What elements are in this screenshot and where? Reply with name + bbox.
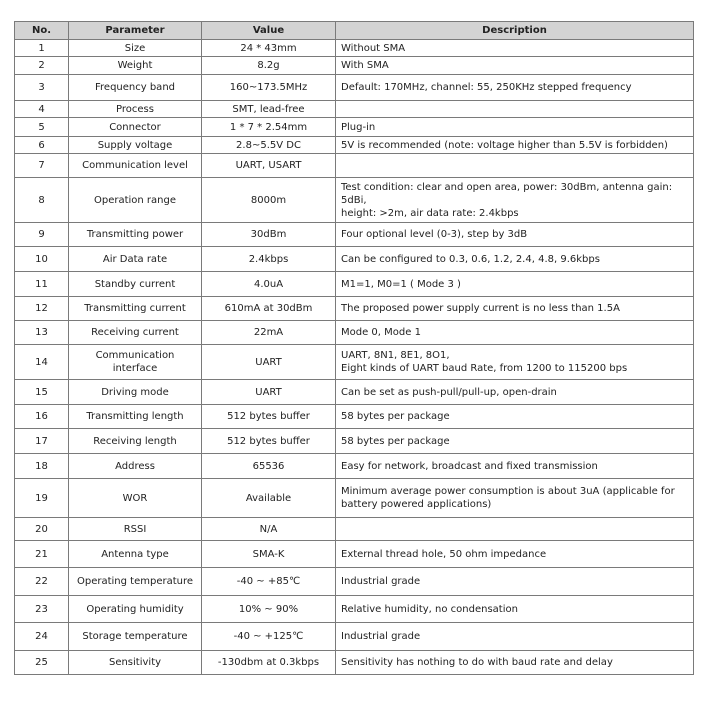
cell-description: Default: 170MHz, channel: 55, 250KHz stepped frequency bbox=[336, 75, 694, 101]
cell-parameter: Process bbox=[69, 101, 202, 118]
cell-parameter: Operating temperature bbox=[69, 568, 202, 596]
cell-description: Without SMA bbox=[336, 40, 694, 57]
spec-table bbox=[14, 21, 694, 675]
cell-description: Minimum average power consumption is about 3uA (applicable for battery powered applications) bbox=[336, 479, 694, 518]
cell-no: 15 bbox=[15, 380, 69, 405]
cell-no: 2 bbox=[15, 57, 69, 75]
header-value: Value bbox=[202, 22, 336, 40]
cell-no: 20 bbox=[15, 518, 69, 541]
cell-parameter: Antenna type bbox=[69, 541, 202, 568]
cell-description: Four optional level (0-3), step by 3dB bbox=[336, 223, 694, 247]
cell-parameter: WOR bbox=[69, 479, 202, 518]
cell-no: 12 bbox=[15, 297, 69, 321]
cell-parameter: Transmitting current bbox=[69, 297, 202, 321]
cell-description: Test condition: clear and open area, power: 30dBm, antenna gain: 5dBi, height: >2m, air data rate: 2.4kbps bbox=[336, 178, 694, 223]
cell-value: 30dBm bbox=[202, 223, 336, 247]
table-row bbox=[15, 223, 694, 247]
table-row bbox=[15, 623, 694, 651]
cell-value: 2.8~5.5V DC bbox=[202, 137, 336, 154]
cell-no: 10 bbox=[15, 247, 69, 272]
cell-parameter: Transmitting length bbox=[69, 405, 202, 429]
table-row bbox=[15, 101, 694, 118]
cell-no: 23 bbox=[15, 596, 69, 623]
cell-parameter: Air Data rate bbox=[69, 247, 202, 272]
cell-no: 4 bbox=[15, 101, 69, 118]
cell-parameter: Receiving current bbox=[69, 321, 202, 345]
cell-no: 21 bbox=[15, 541, 69, 568]
table-row bbox=[15, 541, 694, 568]
table-row bbox=[15, 405, 694, 429]
cell-description bbox=[336, 518, 694, 541]
cell-value: N/A bbox=[202, 518, 336, 541]
cell-no: 24 bbox=[15, 623, 69, 651]
cell-parameter: Operating humidity bbox=[69, 596, 202, 623]
cell-description: M1=1, M0=1 ( Mode 3 ) bbox=[336, 272, 694, 297]
cell-value: Available bbox=[202, 479, 336, 518]
cell-value: SMA-K bbox=[202, 541, 336, 568]
table-row bbox=[15, 154, 694, 178]
table-row bbox=[15, 137, 694, 154]
cell-description: 58 bytes per package bbox=[336, 429, 694, 454]
cell-parameter: Storage temperature bbox=[69, 623, 202, 651]
cell-no: 14 bbox=[15, 345, 69, 380]
table-row bbox=[15, 518, 694, 541]
table-row bbox=[15, 272, 694, 297]
cell-value: 4.0uA bbox=[202, 272, 336, 297]
cell-description: 58 bytes per package bbox=[336, 405, 694, 429]
table-row bbox=[15, 479, 694, 518]
cell-value: 10% ~ 90% bbox=[202, 596, 336, 623]
cell-parameter: Communication level bbox=[69, 154, 202, 178]
cell-description: The proposed power supply current is no less than 1.5A bbox=[336, 297, 694, 321]
table-row bbox=[15, 345, 694, 380]
cell-value: UART bbox=[202, 345, 336, 380]
cell-value: -40 ~ +125℃ bbox=[202, 623, 336, 651]
cell-no: 18 bbox=[15, 454, 69, 479]
table-row bbox=[15, 297, 694, 321]
cell-parameter: Communication interface bbox=[69, 345, 202, 380]
table-row bbox=[15, 40, 694, 57]
cell-value: 512 bytes buffer bbox=[202, 429, 336, 454]
cell-parameter: Operation range bbox=[69, 178, 202, 223]
table-row bbox=[15, 651, 694, 675]
table-body bbox=[15, 40, 694, 675]
table-row bbox=[15, 568, 694, 596]
cell-parameter: Sensitivity bbox=[69, 651, 202, 675]
cell-no: 22 bbox=[15, 568, 69, 596]
cell-parameter: Transmitting power bbox=[69, 223, 202, 247]
cell-value: -130dbm at 0.3kbps bbox=[202, 651, 336, 675]
cell-parameter: Size bbox=[69, 40, 202, 57]
cell-value: 24 * 43mm bbox=[202, 40, 336, 57]
cell-value: 2.4kbps bbox=[202, 247, 336, 272]
cell-no: 1 bbox=[15, 40, 69, 57]
cell-value: 160~173.5MHz bbox=[202, 75, 336, 101]
table-row bbox=[15, 380, 694, 405]
cell-value: 512 bytes buffer bbox=[202, 405, 336, 429]
header-description: Description bbox=[336, 22, 694, 40]
cell-description: Industrial grade bbox=[336, 623, 694, 651]
cell-value: 65536 bbox=[202, 454, 336, 479]
table-row bbox=[15, 429, 694, 454]
cell-description: UART, 8N1, 8E1, 8O1, Eight kinds of UART baud Rate, from 1200 to 115200 bps bbox=[336, 345, 694, 380]
cell-value: UART bbox=[202, 380, 336, 405]
table-row bbox=[15, 75, 694, 101]
cell-no: 9 bbox=[15, 223, 69, 247]
table-row bbox=[15, 118, 694, 137]
cell-value: 8000m bbox=[202, 178, 336, 223]
cell-parameter: Receiving length bbox=[69, 429, 202, 454]
table-row bbox=[15, 596, 694, 623]
table-row bbox=[15, 57, 694, 75]
cell-parameter: RSSI bbox=[69, 518, 202, 541]
header-no: No. bbox=[15, 22, 69, 40]
cell-description: Mode 0, Mode 1 bbox=[336, 321, 694, 345]
cell-value: 8.2g bbox=[202, 57, 336, 75]
header-parameter: Parameter bbox=[69, 22, 202, 40]
cell-description: 5V is recommended (note: voltage higher than 5.5V is forbidden) bbox=[336, 137, 694, 154]
cell-parameter: Standby current bbox=[69, 272, 202, 297]
cell-parameter: Supply voltage bbox=[69, 137, 202, 154]
cell-no: 5 bbox=[15, 118, 69, 137]
cell-parameter: Address bbox=[69, 454, 202, 479]
cell-no: 13 bbox=[15, 321, 69, 345]
table-header bbox=[15, 22, 694, 40]
cell-description: Sensitivity has nothing to do with baud rate and delay bbox=[336, 651, 694, 675]
cell-no: 17 bbox=[15, 429, 69, 454]
cell-no: 25 bbox=[15, 651, 69, 675]
cell-description: Easy for network, broadcast and fixed transmission bbox=[336, 454, 694, 479]
cell-value: 610mA at 30dBm bbox=[202, 297, 336, 321]
cell-parameter: Weight bbox=[69, 57, 202, 75]
header-row bbox=[15, 22, 694, 40]
cell-description: Can be set as push-pull/pull-up, open-drain bbox=[336, 380, 694, 405]
cell-no: 16 bbox=[15, 405, 69, 429]
cell-parameter: Frequency band bbox=[69, 75, 202, 101]
cell-parameter: Connector bbox=[69, 118, 202, 137]
cell-no: 19 bbox=[15, 479, 69, 518]
cell-value: 1 * 7 * 2.54mm bbox=[202, 118, 336, 137]
cell-description: External thread hole, 50 ohm impedance bbox=[336, 541, 694, 568]
table-row bbox=[15, 321, 694, 345]
table-row bbox=[15, 178, 694, 223]
cell-no: 11 bbox=[15, 272, 69, 297]
cell-value: -40 ~ +85℃ bbox=[202, 568, 336, 596]
table-row bbox=[15, 454, 694, 479]
cell-parameter: Driving mode bbox=[69, 380, 202, 405]
cell-description: Relative humidity, no condensation bbox=[336, 596, 694, 623]
cell-description bbox=[336, 101, 694, 118]
cell-no: 7 bbox=[15, 154, 69, 178]
cell-description: Can be configured to 0.3, 0.6, 1.2, 2.4, 4.8, 9.6kbps bbox=[336, 247, 694, 272]
cell-description bbox=[336, 154, 694, 178]
cell-description: Plug-in bbox=[336, 118, 694, 137]
cell-no: 3 bbox=[15, 75, 69, 101]
cell-no: 8 bbox=[15, 178, 69, 223]
cell-description: With SMA bbox=[336, 57, 694, 75]
cell-description: Industrial grade bbox=[336, 568, 694, 596]
cell-value: SMT, lead-free bbox=[202, 101, 336, 118]
cell-no: 6 bbox=[15, 137, 69, 154]
table-row bbox=[15, 247, 694, 272]
cell-value: 22mA bbox=[202, 321, 336, 345]
cell-value: UART, USART bbox=[202, 154, 336, 178]
